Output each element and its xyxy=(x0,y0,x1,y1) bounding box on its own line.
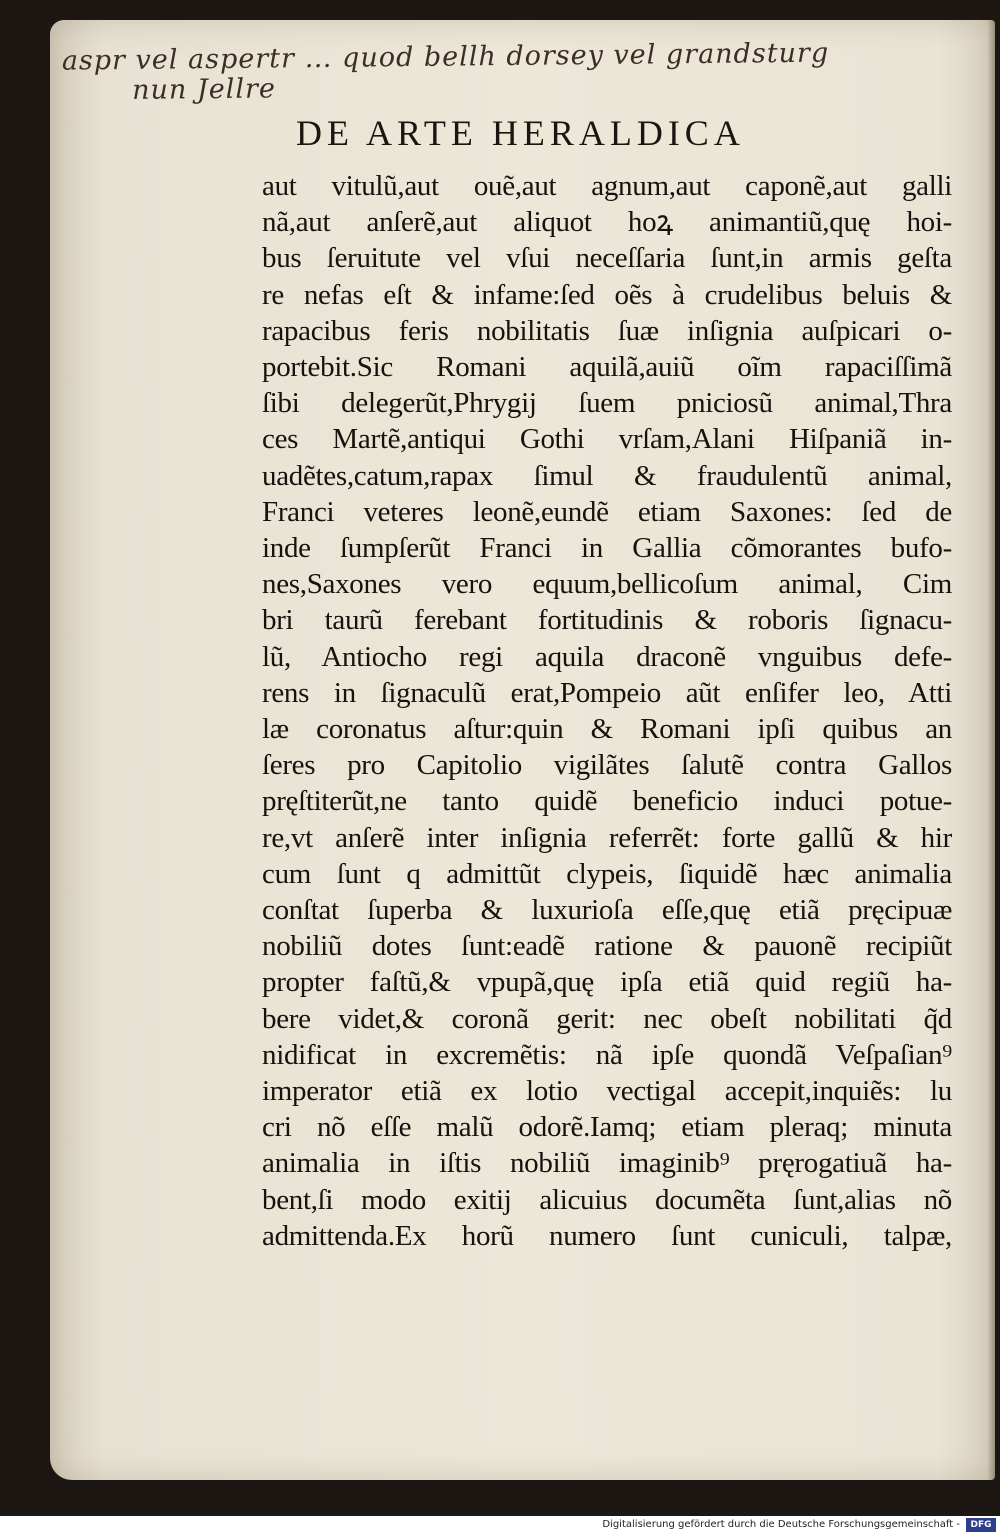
text-line: re nefas eſt & infame:ſed oẽs à crudelibus beluis & xyxy=(262,278,952,311)
text-line: admittenda.Ex horũ numero ſunt cuniculi, talpæ, xyxy=(262,1219,952,1252)
text-line: nes,Saxones vero equum,bellicoſum animal, Cim xyxy=(262,568,952,601)
text-line: cum ſunt q admittũt clypeis, ſiquidẽ hæc animalia xyxy=(262,857,952,890)
text-line: bri taurũ ferebant fortitudinis & roboris ſignacu- xyxy=(262,604,952,637)
text-line: portebit.Sic Romani aquilã,auiũ oĩm rapaciſſimã xyxy=(262,351,952,384)
page-edge-shadow xyxy=(987,20,995,1480)
text-line: uadẽtes,catum,rapax ſimul & fraudulentũ animal, xyxy=(262,459,952,492)
text-line: re,vt anſerẽ inter inſignia referrẽt: forte gallũ & hir xyxy=(262,821,952,854)
text-line: bere videt,& coronã gerit: nec obeſt nobilitati q̃d xyxy=(262,1002,952,1035)
text-line: bus ſeruitute vel vſui neceſſaria ſunt,in armis geſta xyxy=(262,242,952,275)
handwritten-annotation xyxy=(62,37,943,106)
footer-bar xyxy=(0,1516,1000,1536)
text-line: ces Martẽ,antiqui Gothi vrſam,Alani Hiſpaniã in- xyxy=(262,423,952,456)
text-line: bent,ſi modo exitij alicuius documẽta ſunt,alias nõ xyxy=(262,1183,952,1216)
annotation-line-2: nun Jellre xyxy=(132,73,277,106)
text-line: ſeres pro Capitolio vigilãtes ſalutẽ contra Gallos xyxy=(262,749,952,782)
body-text xyxy=(262,168,952,1254)
dfg-logo: DFG xyxy=(966,1518,996,1532)
text-line: conſtat ſuperba & luxurioſa eſſe,quę etiã pręcipuæ xyxy=(262,894,952,927)
text-line: propter faſtũ,& vpupã,quę ipſa etiã quid regiũ ha- xyxy=(262,966,952,999)
text-line: nidificat in excremẽtis: nã ipſe quondã Veſpaſian⁹ xyxy=(262,1038,952,1071)
text-line: nobiliũ dotes ſunt:eadẽ ratione & pauonẽ recipiũt xyxy=(262,930,952,963)
text-line: animalia in iſtis nobiliũ imaginib⁹ pręrogatiuã ha- xyxy=(262,1147,952,1180)
text-line: inde ſumpſerũt Franci in Gallia cõmorantes bufo- xyxy=(262,532,952,565)
text-line: lũ, Antiocho regi aquila draconẽ vnguibus defe- xyxy=(262,640,952,673)
text-line: aut vitulũ,aut ouẽ,aut agnum,aut caponẽ,aut galli xyxy=(262,170,952,202)
text-line: nã,aut anſerẽ,aut aliquot hoꝝ animantiũ,quę hoi- xyxy=(262,206,952,239)
text-line: rapacibus feris nobilitatis ſuæ inſignia auſpicari o- xyxy=(262,314,952,347)
running-header: DE ARTE HERALDICA xyxy=(296,113,745,153)
text-line: læ coronatus aſtur:quin & Romani ipſi quibus an xyxy=(262,713,952,746)
text-line: Franci veteres leonẽ,eundẽ etiam Saxones: ſed de xyxy=(262,495,952,528)
text-line: ſibi delegerũt,Phrygij ſuem pniciosũ animal,Thra xyxy=(262,387,952,420)
funding-credit: Digitalisierung gefördert durch die Deutsche Forschungsgemeinschaft - xyxy=(602,1519,960,1530)
annotation-line-1: aspr vel aspertr … quod bellh dorsey vel grandsturg xyxy=(61,37,830,77)
text-line: rens in ſignaculũ erat,Pompeio aũt enſifer leo, Atti xyxy=(262,676,952,709)
text-line: cri nõ eſſe malũ odorẽ.Iamq; etiam pleraq; minuta xyxy=(262,1111,952,1144)
text-line: imperator etiã ex lotio vectigal accepit,inquiẽs: lu xyxy=(262,1075,952,1108)
text-line: pręſtiterũt,ne tanto quidẽ beneficio induci potue- xyxy=(262,785,952,818)
